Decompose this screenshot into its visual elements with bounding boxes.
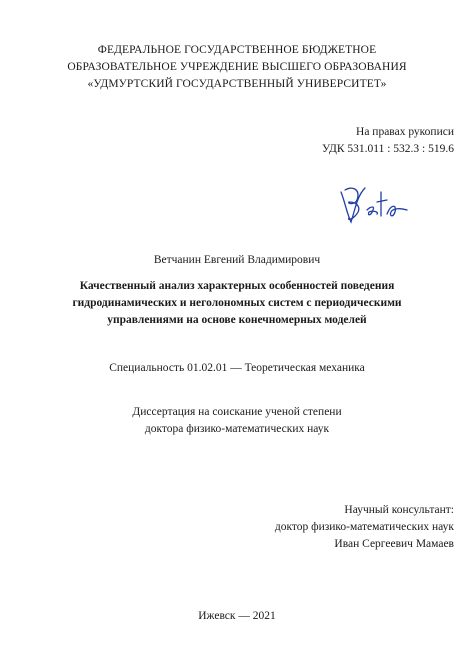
header-line-2: ОБРАЗОВАТЕЛЬНОЕ УЧРЕЖДЕНИЕ ВЫСШЕГО ОБРАЗОВАНИЯ (67, 61, 407, 73)
degree-line-2: доктора физико-математических наук (144, 423, 330, 435)
rights-block (322, 124, 454, 158)
degree-block (0, 404, 474, 438)
udc-code: УДК 531.011 : 532.3 : 519.6 (322, 143, 454, 155)
header-line-3: «УДМУРТСКИЙ ГОСУДАРСТВЕННЫЙ УНИВЕРСИТЕТ» (87, 78, 387, 90)
title-line-3: управлениями на основе конечномерных моделей (107, 314, 367, 326)
title-line-1: Качественный анализ характерных особенностей поведения (79, 280, 395, 292)
degree-line-1: Диссертация на соискание ученой степени (132, 406, 342, 418)
specialty: Специальность 01.02.01 — Теоретическая механика (109, 362, 365, 374)
author-name: Ветчанин Евгений Владимирович (153, 254, 321, 266)
header-line-1: ФЕДЕРАЛЬНОЕ ГОСУДАРСТВЕННОЕ БЮДЖЕТНОЕ (97, 44, 377, 56)
consultant-name: Иван Сергеевич Мамаев (334, 538, 454, 550)
consultant-degree: доктор физико-математических наук (274, 521, 454, 533)
handwritten-signature-icon (335, 180, 415, 230)
manuscript-label: На правах рукописи (356, 126, 454, 138)
consultant-block (275, 502, 454, 553)
title-line-2: гидродинамических и неголономных систем с периодическими (72, 297, 402, 309)
dissertation-title (0, 278, 474, 329)
consultant-label: Научный консультант: (344, 504, 454, 516)
organization-header (0, 42, 474, 93)
city-year: Ижевск — 2021 (198, 610, 276, 622)
